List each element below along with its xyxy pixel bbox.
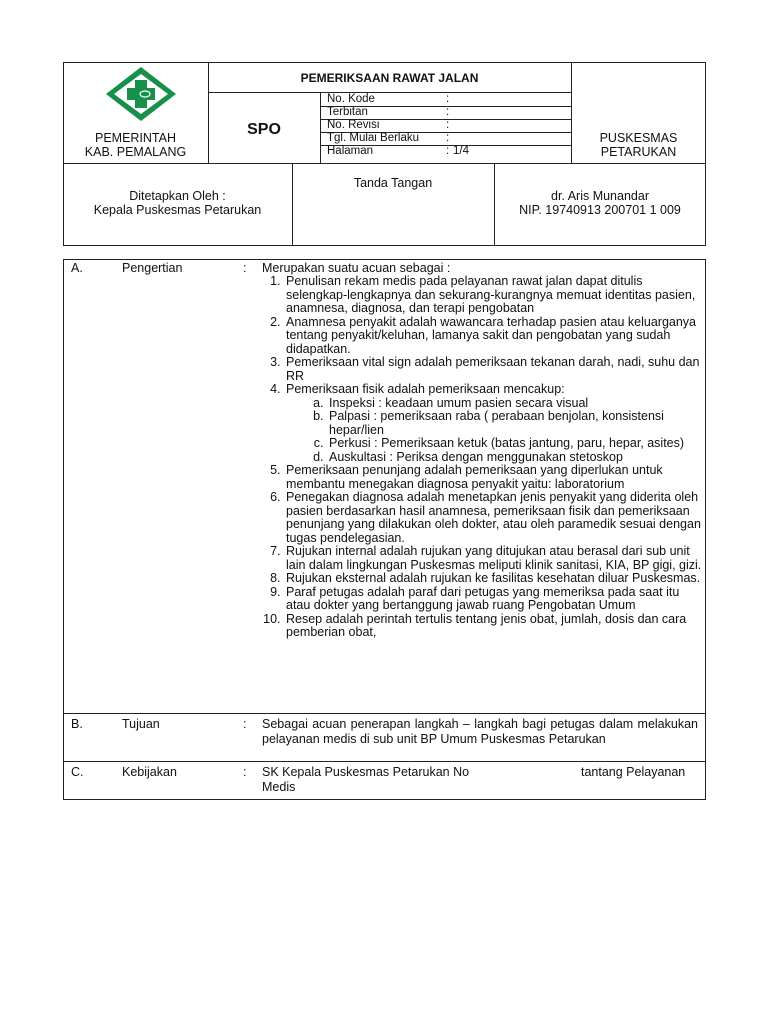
list-item: 10. Resep adalah perintah tertulis tentang jenis obat, jumlah, dosis dan cara pemberian obat, [284,613,705,640]
section-c-title: Kebijakan [122,765,177,779]
set-by-label: Ditetapkan Oleh : [129,189,226,203]
meta-label-tgl: Tgl. Mulai Berlaku [327,132,420,144]
section-a-colon: : [243,261,247,275]
definition-list [259,275,705,640]
org-name-line1: PEMERINTAH [94,131,177,145]
facility-name-line1: PUSKESMAS [599,131,678,145]
section-c-text-line2: Medis [262,780,296,794]
meta-sep-terbitan: : [446,106,450,118]
section-b-letter: B. [71,717,83,731]
health-cross-logo-icon [104,65,178,123]
sub-list-item: a. Inspeksi : keadaan umum pasien secara visual [327,397,705,411]
list-item: 7. Rujukan internal adalah rujukan yang ditujukan atau berasal dari sub unit lain dalam lingkungan Puskesmas meliputi klinik sanitasi, KIA, BP gigi, gizi. [284,545,705,572]
section-c-colon: : [243,765,247,779]
sub-list-item: d. Auskultasi : Periksa dengan menggunakan stetoskop [327,451,705,465]
signer-name: dr. Aris Munandar [551,189,649,203]
meta-label-halaman: Halaman [327,145,374,157]
list-item: 3. Pemeriksaan vital sign adalah pemeriksaan tekanan darah, nadi, suhu dan RR [284,356,705,383]
list-item: 9. Paraf petugas adalah paraf dari petugas yang memeriksa pada saat itu atau dokter yang bertanggung jawab ruang Pengobatan Umum [284,586,705,613]
meta-value-halaman: 1/4 [453,145,469,157]
section-divider [63,713,706,714]
section-divider [63,761,706,762]
list-item: 5. Pemeriksaan penunjang adalah pemeriksaan yang diperlukan untuk membantu menegakan diagnosa penyakit yaitu: laboratorium [284,464,709,491]
section-a-letter: A. [71,261,83,275]
section-b-title: Tujuan [122,717,160,731]
section-a-intro: Merupakan suatu acuan sebagai : [262,261,451,275]
header-divider [63,163,706,164]
meta-label-kode: No. Kode [327,93,375,105]
sub-list-item: c. Perkusi : Pemeriksaan ketuk (batas jantung, paru, hepar, asites) [327,437,705,451]
section-b-colon: : [243,717,247,731]
meta-sep-revisi: : [446,119,450,131]
org-name-line2: KAB. PEMALANG [84,145,187,159]
meta-sep-tgl: : [446,132,450,144]
section-b-text: Sebagai acuan penerapan langkah – langkah bagi petugas dalam melakukan pelayanan medis di sub unit BP Umum Puskesmas Petarukan [262,717,698,746]
signer-nip: NIP. 19740913 200701 1 009 [519,203,681,217]
meta-sep-halaman: : [446,145,450,157]
list-item: 8. Rujukan eksternal adalah rujukan ke fasilitas kesehatan diluar Puskesmas. [284,572,705,586]
signature-label: Tanda Tangan [353,176,433,190]
physical-exam-sublist [308,397,705,465]
list-item: 1. Penulisan rekam medis pada pelayanan rawat jalan dapat ditulis selengkap-lengkapnya dan sekurang-kurangnya memuat identitas pasien, anamnesa, diagnosa, dan terapi pengobatan [284,275,705,316]
section-c-text-end: tantang Pelayanan [581,765,686,779]
document-title: PEMERIKSAAN RAWAT JALAN [300,71,479,85]
section-a-title: Pengertian [122,261,183,275]
facility-name-line2: PETARUKAN [600,145,677,159]
list-item: 2. Anamnesa penyakit adalah wawancara terhadap pasien atau keluarganya tentang penyakit/keluhan, lamanya sakit dan pengobatan yang sudah didapatkan. [284,316,705,357]
doc-type-label: SPO [247,121,281,138]
header-divider [208,92,571,93]
set-by-title: Kepala Puskesmas Petarukan [93,203,262,217]
meta-sep-kode: : [446,93,450,105]
section-c-letter: C. [71,765,84,779]
list-item [284,383,705,464]
sub-list-item: b. Palpasi : pemeriksaan raba ( perabaan benjolan, konsistensi hepar/lien [327,410,705,437]
meta-label-revisi: No. Revisi [327,119,380,131]
list-item-text: Pemeriksaan fisik adalah pemeriksaan mencakup: [286,382,565,396]
section-c-text: SK Kepala Puskesmas Petarukan No [262,765,470,779]
header-divider [320,92,321,163]
meta-label-terbitan: Terbitan [327,106,368,118]
list-item: 6. Penegakan diagnosa adalah menetapkan jenis penyakit yang diderita oleh pasien berdasarkan hasil anamnesa, pemeriksaan fisik dan pemeriksaan penunjang yang dilakukan oleh dokter, atau oleh paramedik sesuai dengan tugas pendelegasian. [284,491,705,545]
